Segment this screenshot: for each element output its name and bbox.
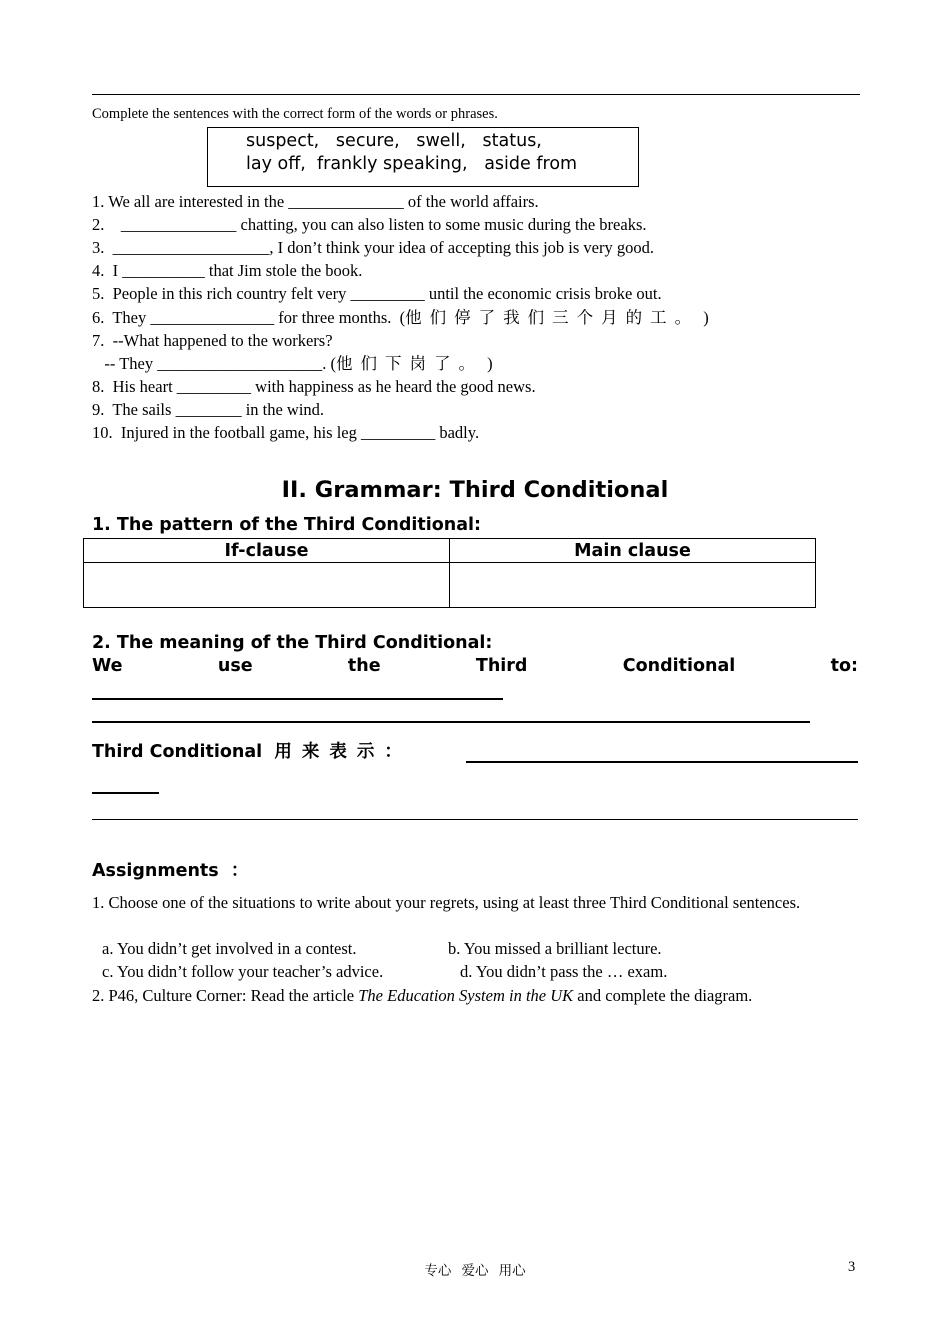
- sentence-3: 3. ___________________, I don’t think your idea of accepting this job is very good.: [92, 238, 654, 257]
- assignment-2-before: 2. P46, Culture Corner: Read the article: [92, 986, 359, 1005]
- footer-motto: 专心 爱心 用心: [424, 1263, 526, 1278]
- page-number: 3: [848, 1259, 856, 1275]
- sentence-6-close: ): [699, 308, 709, 327]
- sentence-7-close: ): [482, 354, 493, 373]
- cn-label-zh: 用来表示: [274, 742, 385, 762]
- answer-blank-3[interactable]: [466, 761, 858, 763]
- sentence-6-text: 6. They _______________ for three months. (: [92, 308, 406, 327]
- assignment-2-after: and complete the diagram.: [573, 986, 753, 1005]
- word-to: to:: [830, 656, 858, 676]
- answer-blank-5[interactable]: [92, 819, 858, 820]
- sentence-10: 10. Injured in the football game, his leg _________ badly.: [92, 423, 480, 442]
- cn-label-en: Third Conditional: [92, 742, 263, 762]
- assignments-heading: [92, 857, 248, 882]
- assignments-colon: ：: [230, 861, 249, 881]
- vocab-instruction: Complete the sentences with the correct form of the words or phrases.: [92, 106, 498, 122]
- word-box-line-2: lay off, frankly speaking, aside from: [246, 154, 578, 174]
- situation-c: c. You didn’t follow your teacher’s advice.: [102, 962, 384, 981]
- answer-blank-4[interactable]: [92, 792, 159, 794]
- pattern-table: [83, 538, 816, 608]
- assignments-title: Assignments: [92, 861, 219, 881]
- answer-blank-1[interactable]: [92, 698, 503, 700]
- situation-a: a. You didn’t get involved in a contest.: [102, 939, 357, 958]
- sentence-9: 9. The sails ________ in the wind.: [92, 400, 325, 419]
- article-title: The Education System in the UK: [358, 986, 574, 1005]
- situation-b: b. You missed a brilliant lecture.: [448, 939, 662, 958]
- word-conditional: Conditional: [622, 656, 736, 676]
- sentence-2: 2. ______________ chatting, you can also listen to some music during the breaks.: [92, 215, 647, 234]
- sentence-1: 1. We all are interested in the ______________ of the world affairs.: [92, 192, 539, 211]
- sentence-6-chinese: 他们停了我们三个月的工。: [405, 308, 700, 327]
- cn-label-colon: ：: [384, 742, 402, 762]
- header-main-clause: Main clause: [450, 539, 816, 563]
- sentence-7: 7. --What happened to the workers?: [92, 331, 333, 350]
- sentence-7-answer-text: -- They ____________________. (: [92, 354, 336, 373]
- assignment-1: 1. Choose one of the situations to write about your regrets, using at least three Third Conditional sentences.: [92, 893, 801, 912]
- we-use-line: [92, 656, 858, 676]
- assignment-2: [92, 984, 858, 1007]
- word-third: Third: [475, 656, 528, 676]
- sentence-7-answer: [92, 352, 493, 375]
- word-use: use: [217, 656, 253, 676]
- word-box: [207, 127, 639, 187]
- sentence-4: 4. I __________ that Jim stole the book.: [92, 261, 363, 280]
- main-clause-cell[interactable]: [450, 563, 816, 608]
- sentence-5: 5. People in this rich country felt very _________ until the economic crisis broke out.: [92, 284, 662, 303]
- top-rule: [92, 94, 860, 95]
- meaning-heading: 2. The meaning of the Third Conditional:: [92, 633, 493, 653]
- header-if-clause: If-clause: [84, 539, 450, 563]
- pattern-heading: 1. The pattern of the Third Conditional:: [92, 515, 482, 535]
- word-box-line-1: suspect, secure, swell, status,: [246, 131, 542, 151]
- answer-blank-2[interactable]: [92, 721, 810, 723]
- situation-d: d. You didn’t pass the … exam.: [460, 962, 668, 981]
- grammar-title: II. Grammar: Third Conditional: [281, 477, 669, 503]
- sentence-7-chinese: 他们下岗了。: [335, 354, 483, 373]
- sentence-6: [92, 306, 709, 329]
- sentence-8: 8. His heart _________ with happiness as he heard the good news.: [92, 377, 536, 396]
- if-clause-cell[interactable]: [84, 563, 450, 608]
- word-we: We: [92, 656, 123, 676]
- cn-meaning-line: [92, 738, 402, 763]
- word-the: the: [347, 656, 381, 676]
